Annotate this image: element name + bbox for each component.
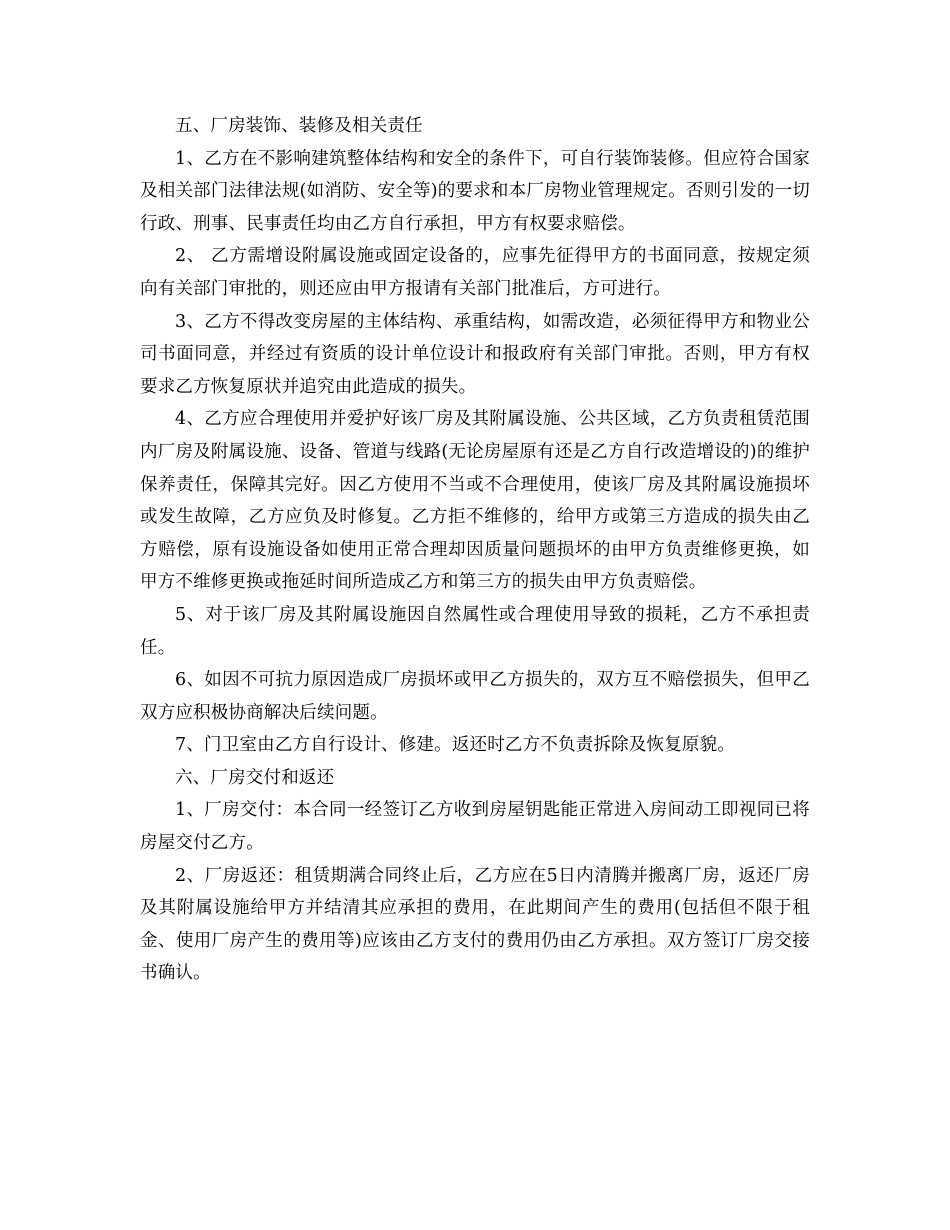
clause-6-2: 2、厂房返还：租赁期满合同终止后，乙方应在5日内清腾并搬离厂房，返还厂房及其附属设施给甲方并结清其应承担的费用，在此期间产生的费用(包括但不限于租金、使用厂房产生的费用等)应该由乙方支付的费用仍由乙方承担。双方签订厂房交接书确认。	[140, 865, 810, 984]
clause-5-5: 5、对于该厂房及其附属设施因自然属性或合理使用导致的损耗，乙方不承担责任。	[140, 604, 810, 658]
section-heading-6: 六、厂房交付和返还	[175, 767, 335, 788]
clause-5-2: 2、 乙方需增设附属设施或固定设备的，应事先征得甲方的书面同意，按规定须向有关部门审批的，则还应由甲方报请有关部门批准后，方可进行。	[140, 246, 810, 299]
section-heading-5: 五、厂房装饰、装修及相关责任	[175, 116, 423, 136]
clause-6-1: 1、厂房交付：本合同一经签订乙方收到房屋钥匙能正常进入房间动工即视同已将房屋交付乙方。	[140, 800, 810, 854]
clause-5-4: 4、乙方应合理使用并爱护好该厂房及其附属设施、公共区域，乙方负责租赁范围内厂房及附属设施、设备、管道与线路(无论房屋原有还是乙方自行改造增设的)的维护保养责任，保障其完好。因乙方使用不当或不合理使用，使该厂房及其附属设施损坏或发生故障，乙方应负及时修复。乙方拒不维修的，给甲方或第三方造成的损失由乙方赔偿，原有设施设备如使用正常合理却因质量问题损坏的由甲方负责维修更换，如甲方不维修更换或拖延时间所造成乙方和第三方的损失由甲方负责赔偿。	[140, 409, 810, 593]
clause-5-6: 6、如因不可抗力原因造成厂房损坏或甲乙方损失的，双方互不赔偿损失，但甲乙双方应积极协商解决后续问题。	[140, 670, 810, 723]
clause-5-1: 1、乙方在不影响建筑整体结构和安全的条件下，可自行装饰装修。但应符合国家及相关部门法律法规(如消防、安全等)的要求和本厂房物业管理规定。否则引发的一切行政、刑事、民事责任均由乙方自行承担，甲方有权要求赔偿。	[140, 148, 810, 234]
clause-5-7: 7、门卫室由乙方自行设计、修建。返还时乙方不负责拆除及恢复原貌。	[175, 735, 736, 756]
clause-5-3: 3、乙方不得改变房屋的主体结构、承重结构，如需改造，必须征得甲方和物业公司书面同意，并经过有资质的设计单位设计和报政府有关部门审批。否则，甲方有权要求乙方恢复原状并追究由此造成的损失。	[140, 311, 810, 397]
